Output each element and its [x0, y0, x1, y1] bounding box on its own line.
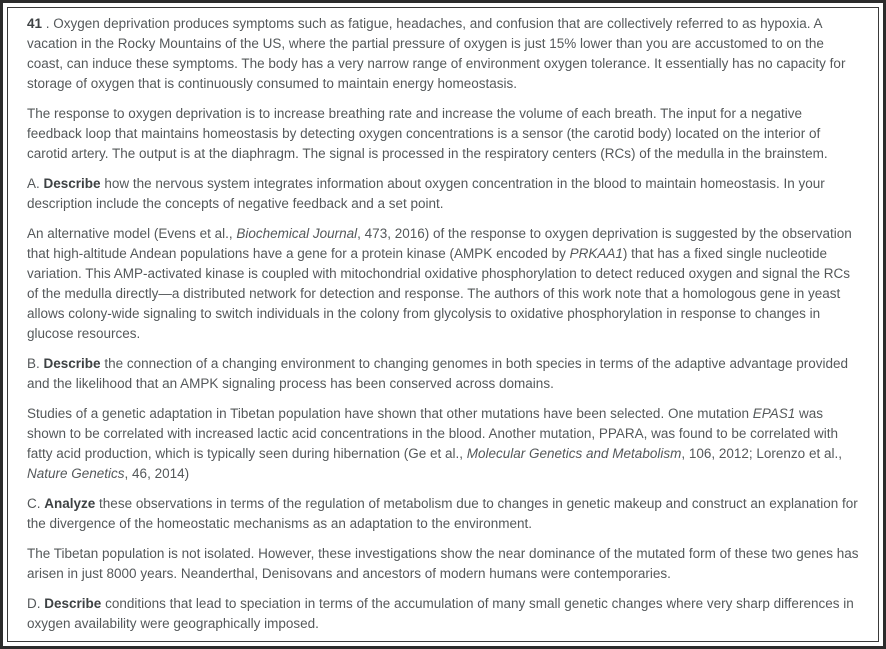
italic-text: Nature Genetics [27, 466, 125, 481]
question-paragraph-5 [27, 354, 859, 394]
question-paragraph-2 [27, 104, 859, 164]
bold-text: Describe [44, 596, 102, 611]
text-run: The Tibetan population is not isolated. However, these investigations show the near dominance of the mutated form of these two genes has arisen in just 8000 years. Neanderthal, Denisovans and ancestors of modern humans were contemporaries. [27, 546, 859, 581]
bold-text: 41 [27, 16, 43, 31]
question-paragraph-6 [27, 404, 859, 484]
text-run: , 106, 2012; Lorenzo et al., [681, 446, 842, 461]
text-run: , 46, 2014) [124, 466, 190, 481]
question-paragraph-8 [27, 544, 859, 584]
question-paragraph-4 [27, 224, 859, 344]
question-paragraph-9 [27, 594, 859, 634]
text-run: An alternative model (Evens et al., [27, 226, 237, 241]
italic-text: EPAS1 [752, 406, 796, 421]
text-run: , 473, 2016) of the response to oxygen deprivation is suggested by the observation that high-altitude Andean populations have a gene for a protein kinase (AMPK encoded by [27, 226, 852, 261]
text-run: The response to oxygen deprivation is to increase breathing rate and increase the volume of each breath. The input for a negative feedback loop that maintains homeostasis by detecting oxygen concentrations is a sensor (the carotid body) located on the interior of carotid artery. The output is at the diaphragm. The signal is processed in the respiratory centers (RCs) of the medulla in the brainstem. [27, 106, 828, 161]
text-run: was shown to be correlated with increased lactic acid concentrations in the blood. Another mutation, PPARA, was found to be correlated with fatty acid production, which is typically seen during hibernation (Ge et al., [27, 406, 838, 461]
italic-text: PRKAA1 [569, 246, 623, 261]
text-run: B. [27, 356, 44, 371]
question-paragraph-7 [27, 494, 859, 534]
text-run: these observations in terms of the regulation of metabolism due to changes in genetic makeup and construct an explanation for the divergence of the homeostatic mechanisms as an adaptation to the environment. [27, 496, 858, 531]
text-run: how the nervous system integrates information about oxygen concentration in the blood to maintain homeostasis. In your description include the concepts of negative feedback and a set point. [27, 176, 825, 211]
text-run: conditions that lead to speciation in terms of the accumulation of many small genetic changes where very sharp differences in oxygen availability were geographically imposed. [27, 596, 854, 631]
question-paragraph-1 [27, 14, 859, 94]
text-run: the connection of a changing environment to changing genomes in both species in terms of the adaptive advantage provided and the likelihood that an AMPK signaling process has been conserved across domains. [27, 356, 849, 391]
question-document [7, 7, 879, 642]
text-run: A. [27, 176, 44, 191]
text-run: . Oxygen deprivation produces symptoms such as fatigue, headaches, and confusion that are collectively referred to as hypoxia. A vacation in the Rocky Mountains of the US, where the partial pressure of oxygen is just 15% lower than you are accustomed to on the coast, can induce these symptoms. The body has a very narrow range of environment oxygen tolerance. It essentially has no capacity for storage of oxygen that is continuously consumed to maintain energy homeostasis. [27, 16, 846, 91]
bold-text: Analyze [44, 496, 96, 511]
italic-text: Biochemical Journal [236, 226, 358, 241]
text-run: C. [27, 496, 45, 511]
bold-text: Describe [43, 176, 101, 191]
question-paragraph-3 [27, 174, 859, 214]
bold-text: Describe [43, 356, 101, 371]
text-run: Studies of a genetic adaptation in Tibetan population have shown that other mutations have been selected. One mutation [27, 406, 753, 421]
italic-text: Molecular Genetics and Metabolism [466, 446, 682, 461]
text-run: D. [27, 596, 45, 611]
text-run: ) that has a fixed single nucleotide variation. This AMP-activated kinase is coupled with mitochondrial oxidative phosphorylation to detect reduced oxygen and signal the RCs of the medulla directly—a distributed network for detection and response. The authors of this work note that a homologous gene in yeast allows colony-wide signaling to switch individuals in the colony from glycolysis to oxidative phosphorylation in response to changes in glucose resources. [27, 246, 850, 341]
